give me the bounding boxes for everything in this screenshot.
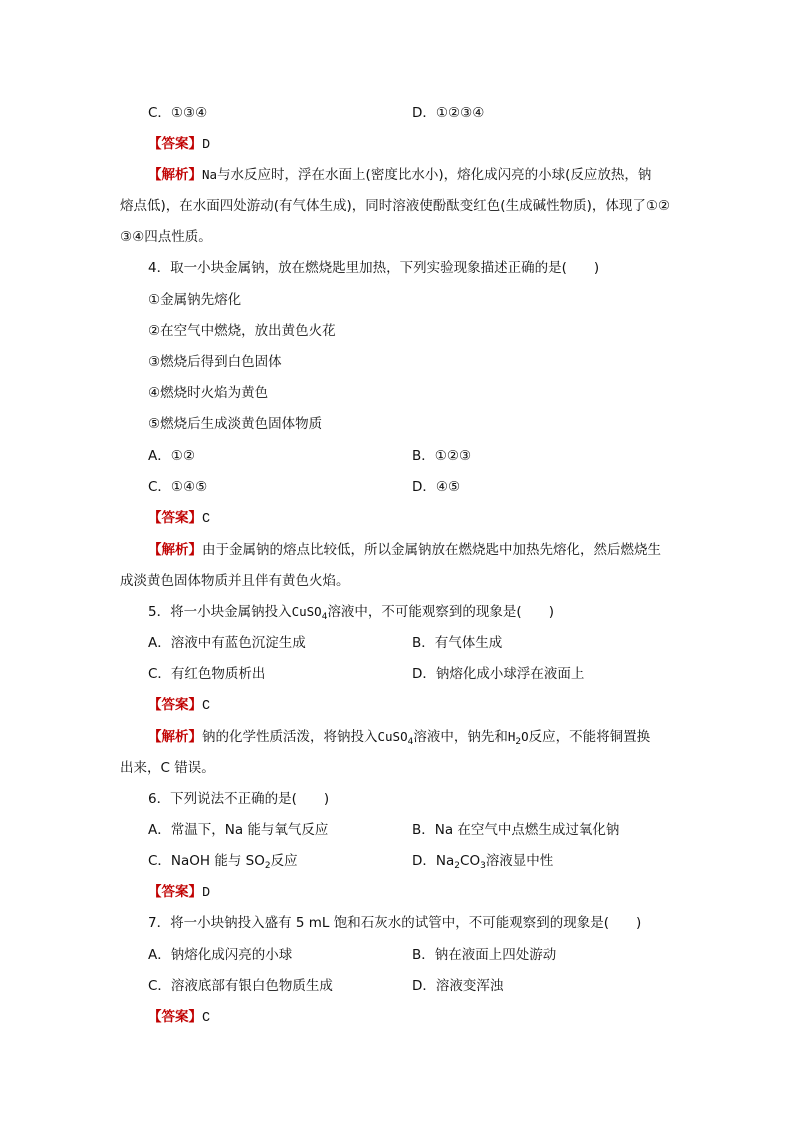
q3-explanation-line-2: 熔点低)，在水面四处游动(有气体生成)，同时溶液使酚酞变红色(生成碱性物质)，体现了①② (120, 198, 671, 214)
q5-option-a: A．溶液中有蓝色沉淀生成 (148, 635, 306, 651)
q3-explanation-line-1: 【解析】Na与水反应时，浮在水面上(密度比水小)，熔化成闪亮的小球(反应放热，钠 (148, 167, 652, 183)
q6-option-b: B．Na 在空气中点燃生成过氧化钠 (412, 822, 620, 838)
explanation-tag: 【解析】 (148, 729, 202, 745)
q5-explanation-line-1: 【解析】钠的化学性质活泼，将钠投入CuSO$_4$溶液中，钠先和$H_2O$反应，不能将铜置换 (148, 729, 651, 747)
answer-value: C (202, 512, 211, 527)
q6-option-a: A．常温下，Na 能与氧气反应 (148, 822, 329, 838)
answer-value: C (202, 1011, 211, 1026)
answer-tag: 【答案】 (148, 1009, 202, 1025)
q4-item-5: ⑤燃烧后生成淡黄色固体物质 (148, 416, 323, 432)
q4-item-2: ②在空气中燃烧，放出黄色火花 (148, 323, 336, 339)
q4-answer (148, 509, 210, 529)
q6-option-c: C．NaOH 能与 $SO_2$反应 (148, 853, 298, 871)
explanation-tag: 【解析】 (148, 167, 202, 183)
q5-answer (148, 696, 210, 716)
answer-tag: 【答案】 (148, 697, 202, 713)
answer-tag: 【答案】 (148, 136, 202, 152)
q6-answer (148, 883, 210, 903)
q5-option-b: B．有气体生成 (412, 635, 503, 651)
q3-option-c: C．①③④ (148, 105, 208, 121)
q5-stem: 5．将一小块金属钠投入CuSO$_4$溶液中，不可能观察到的现象是( ) (148, 604, 554, 622)
q4-option-d: D．④⑤ (412, 479, 461, 495)
q7-option-c: C．溶液底部有银白色物质生成 (148, 978, 333, 994)
q6-option-d: D．$Na_2CO_3$溶液显中性 (412, 853, 554, 871)
q4-item-4: ④燃烧时火焰为黄色 (148, 385, 269, 401)
q5-option-c: C．有红色物质析出 (148, 666, 266, 682)
q7-option-b: B．钠在液面上四处游动 (412, 947, 557, 963)
q4-stem: 4．取一小块金属钠，放在燃烧匙里加热，下列实验现象描述正确的是( ) (148, 260, 600, 276)
q4-option-b: B．①②③ (412, 448, 472, 464)
q3-option-d: D．①②③④ (412, 105, 485, 121)
q4-item-1: ①金属钠先熔化 (148, 292, 242, 308)
answer-value: D (202, 886, 211, 901)
q6-stem: 6．下列说法不正确的是( ) (148, 791, 330, 807)
q7-option-a: A．钠熔化成闪亮的小球 (148, 947, 293, 963)
q7-stem: 7．将一小块钠投入盛有 5 mL 饱和石灰水的试管中，不可能观察到的现象是( ) (148, 915, 642, 931)
q3-explanation-line-3: ③④四点性质。 (120, 229, 212, 245)
q4-item-3: ③燃烧后得到白色固体 (148, 354, 282, 370)
q4-explanation-line-1: 【解析】由于金属钠的熔点比较低，所以金属钠放在燃烧匙中加热先熔化，然后燃烧生 (148, 542, 661, 558)
answer-tag: 【答案】 (148, 884, 202, 900)
q7-option-d: D．溶液变浑浊 (412, 978, 504, 994)
q4-option-c: C．①④⑤ (148, 479, 208, 495)
q4-explanation-line-2: 成淡黄色固体物质并且伴有黄色火焰。 (120, 573, 350, 589)
q5-explanation-line-2: 出来，C 错误。 (120, 760, 215, 776)
q3-answer (148, 135, 210, 155)
q4-option-a: A．①② (148, 448, 195, 464)
q7-answer (148, 1008, 210, 1028)
answer-value: D (202, 138, 211, 153)
explanation-tag: 【解析】 (148, 542, 202, 558)
answer-tag: 【答案】 (148, 510, 202, 526)
q5-option-d: D．钠熔化成小球浮在液面上 (412, 666, 585, 682)
answer-value: C (202, 699, 211, 714)
